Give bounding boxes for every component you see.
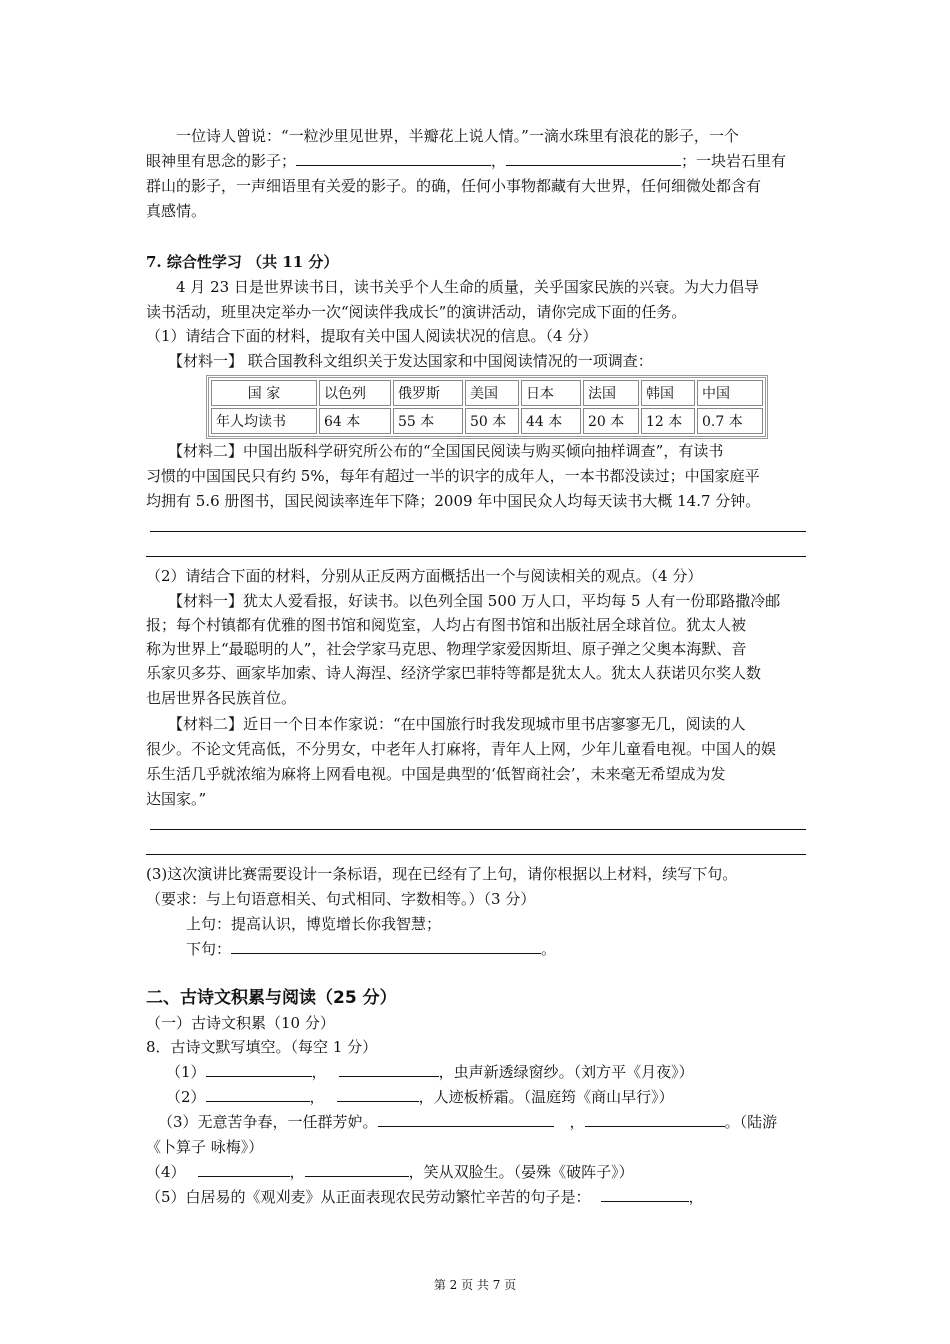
material-b2-line-3: 乐生活几乎就浓缩为麻将上网看电视。中国是典型的‘低智商社会’，未来毫无希望成为发 bbox=[146, 765, 726, 783]
answer-blank[interactable] bbox=[601, 1186, 689, 1202]
q8-item-4 bbox=[146, 1161, 634, 1183]
answer-line[interactable] bbox=[150, 829, 806, 830]
table-header-row bbox=[211, 380, 763, 406]
material-1-label: 【材料一】 联合国教科文组织关于发达国家和中国阅读情况的一项调查： bbox=[168, 352, 653, 370]
q7-part-1: （1）请结合下面的材料，提取有关中国人阅读状况的信息。（4 分） bbox=[146, 327, 598, 345]
material-2-line-2: 习惯的中国国民只有约 5%，每年有超过一半的识字的成年人，一本书都没读过；中国家庭平 bbox=[146, 467, 760, 485]
table-cell: 日本 bbox=[521, 380, 581, 406]
item-text: ，笑从双脸生。（晏殊《破阵子》） bbox=[408, 1163, 634, 1181]
q7-part-2: （2）请结合下面的材料，分别从正反两方面概括出一个与阅读相关的观点。（4 分） bbox=[146, 567, 703, 585]
q8-item-3-source: 《卜算子 咏梅》） bbox=[146, 1138, 264, 1156]
table-cell: 美国 bbox=[465, 380, 519, 406]
item-text: ，虫声新透绿窗纱。（刘方平《月夜》） bbox=[438, 1063, 694, 1081]
slogan-lower-label: 下句： bbox=[186, 940, 232, 958]
comma: ， bbox=[688, 1188, 704, 1206]
answer-line[interactable] bbox=[150, 531, 806, 532]
comma: ， bbox=[491, 152, 507, 170]
comma: ， bbox=[289, 1163, 305, 1181]
table-cell: 年人均读书 bbox=[211, 408, 317, 434]
answer-blank[interactable] bbox=[337, 1086, 419, 1102]
q8-item-2 bbox=[166, 1086, 674, 1108]
table-cell: 0.7 本 bbox=[697, 408, 763, 434]
answer-blank[interactable] bbox=[231, 938, 541, 954]
table-cell: 64 本 bbox=[319, 408, 391, 434]
material-b2-line-2: 很少。不论文凭高低，不分男女，中老年人打麻将，青年人上网，少年儿童看电视。中国人的娱 bbox=[146, 740, 777, 758]
answer-line[interactable] bbox=[146, 854, 806, 855]
answer-blank[interactable] bbox=[296, 150, 491, 166]
comma: ， bbox=[311, 1063, 327, 1081]
comma: ， bbox=[569, 1113, 585, 1131]
poem-line-2-tail: ；一块岩石里有 bbox=[681, 152, 787, 170]
answer-blank[interactable] bbox=[206, 1086, 310, 1102]
slogan-upper: 上句：提高认识，博览增长你我智慧； bbox=[186, 915, 442, 933]
period: 。 bbox=[541, 940, 557, 958]
q8-item-1 bbox=[166, 1061, 694, 1083]
table-cell: 法国 bbox=[583, 380, 639, 406]
poem-line-2-text: 眼神里有思念的影子； bbox=[146, 152, 297, 170]
material-b2-line-1: 【材料二】近日一个日本作家说：“在中国旅行时我发现城市里书店寥寥无几，阅读的人 bbox=[168, 715, 746, 733]
table-cell: 20 本 bbox=[583, 408, 639, 434]
answer-blank[interactable] bbox=[206, 1061, 312, 1077]
table-cell: 中国 bbox=[697, 380, 763, 406]
material-b2-line-4: 达国家。” bbox=[146, 790, 207, 808]
answer-line[interactable] bbox=[146, 556, 806, 557]
table-cell: 12 本 bbox=[641, 408, 695, 434]
section-2-title: 二、古诗文积累与阅读（25 分） bbox=[146, 988, 397, 1008]
section-2-subtitle: （一）古诗文积累（10 分） bbox=[146, 1014, 335, 1032]
item-text: 。（陆游 bbox=[724, 1113, 778, 1131]
q8-item-3 bbox=[158, 1111, 777, 1133]
table-cell: 55 本 bbox=[393, 408, 463, 434]
answer-blank[interactable] bbox=[339, 1061, 439, 1077]
q7-title: 7. 综合性学习 （共 11 分） bbox=[146, 253, 339, 271]
table-cell: 50 本 bbox=[465, 408, 519, 434]
table-cell: 俄罗斯 bbox=[393, 380, 463, 406]
answer-blank[interactable] bbox=[506, 150, 681, 166]
answer-blank[interactable] bbox=[305, 1161, 409, 1177]
table-row bbox=[211, 408, 763, 434]
comma: ， bbox=[309, 1088, 325, 1106]
q7-part-3: (3)这次演讲比赛需要设计一条标语，现在已经有了上句，请你根据以上材料，续写下句。 bbox=[146, 865, 738, 883]
table-cell: 国 家 bbox=[211, 380, 317, 406]
q7-intro-1: 4 月 23 日是世界读书日，读书关乎个人生命的质量，关乎国家民族的兴衰。为大力倡导 bbox=[176, 278, 759, 296]
table-cell: 以色列 bbox=[319, 380, 391, 406]
poem-line-4: 真感情。 bbox=[146, 202, 207, 220]
item-number: （4） bbox=[146, 1163, 186, 1181]
q7-part-3-requirement: （要求：与上句语意相关、句式相同、字数相等。）（3 分） bbox=[146, 890, 536, 908]
table-cell: 44 本 bbox=[521, 408, 581, 434]
item-text: （3）无意苦争春，一任群芳妒。 bbox=[158, 1113, 378, 1131]
material-b1-line-4: 乐家贝多芬、画家毕加索、诗人海涅、经济学家巴菲特等都是犹太人。犹太人获诺贝尔奖人数 bbox=[146, 664, 762, 682]
material-b1-line-3: 称为世界上“最聪明的人”，社会学家马克思、物理学家爱因斯坦、原子弹之父奥本海默、音 bbox=[146, 640, 747, 658]
q8-title: 8．古诗文默写填空。（每空 1 分） bbox=[146, 1038, 378, 1056]
q7-intro-2: 读书活动，班里决定举办一次“阅读伴我成长”的演讲活动，请你完成下面的任务。 bbox=[146, 303, 687, 321]
page-footer: 第 2 页 共 7 页 bbox=[433, 1278, 517, 1292]
poem-line-3: 群山的影子，一声细语里有关爱的影子。的确，任何小事物都藏有大世界，任何细微处都含有 bbox=[146, 177, 762, 195]
slogan-lower bbox=[186, 938, 556, 960]
poem-line-2 bbox=[146, 150, 786, 172]
poem-line-1: 一位诗人曾说：“一粒沙里见世界，半瓣花上说人情。”一滴水珠里有浪花的影子，一个 bbox=[176, 127, 739, 145]
item-number: （2） bbox=[166, 1088, 206, 1106]
material-b1-line-2: 报；每个村镇都有优雅的图书馆和阅览室，人均占有图书馆和出版社居全球首位。犹太人被 bbox=[146, 616, 747, 634]
item-number: （1） bbox=[166, 1063, 206, 1081]
answer-blank[interactable] bbox=[378, 1111, 554, 1127]
table-cell: 韩国 bbox=[641, 380, 695, 406]
q8-item-5 bbox=[146, 1186, 704, 1208]
item-text: ，人迹板桥霜。（温庭筠《商山早行》） bbox=[418, 1088, 674, 1106]
answer-blank[interactable] bbox=[198, 1161, 290, 1177]
material-b1-line-5: 也居世界各民族首位。 bbox=[146, 689, 297, 707]
answer-blank[interactable] bbox=[585, 1111, 725, 1127]
item-text: （5）白居易的《观刈麦》从正面表现农民劳动繁忙辛苦的句子是： bbox=[146, 1188, 591, 1206]
material-2-line-1: 【材料二】中国出版科学研究所公布的“全国国民阅读与购买倾向抽样调查”，有读书 bbox=[168, 442, 724, 460]
material-b1-line-1: 【材料一】犹太人爱看报，好读书。以色列全国 500 万人口，平均每 5 人有一份耶路撒冷邮 bbox=[168, 592, 781, 610]
reading-survey-table bbox=[206, 375, 768, 439]
material-2-line-3: 均拥有 5.6 册图书，国民阅读率连年下降；2009 年中国民众人均每天读书大概 14.7 分钟。 bbox=[146, 492, 761, 510]
